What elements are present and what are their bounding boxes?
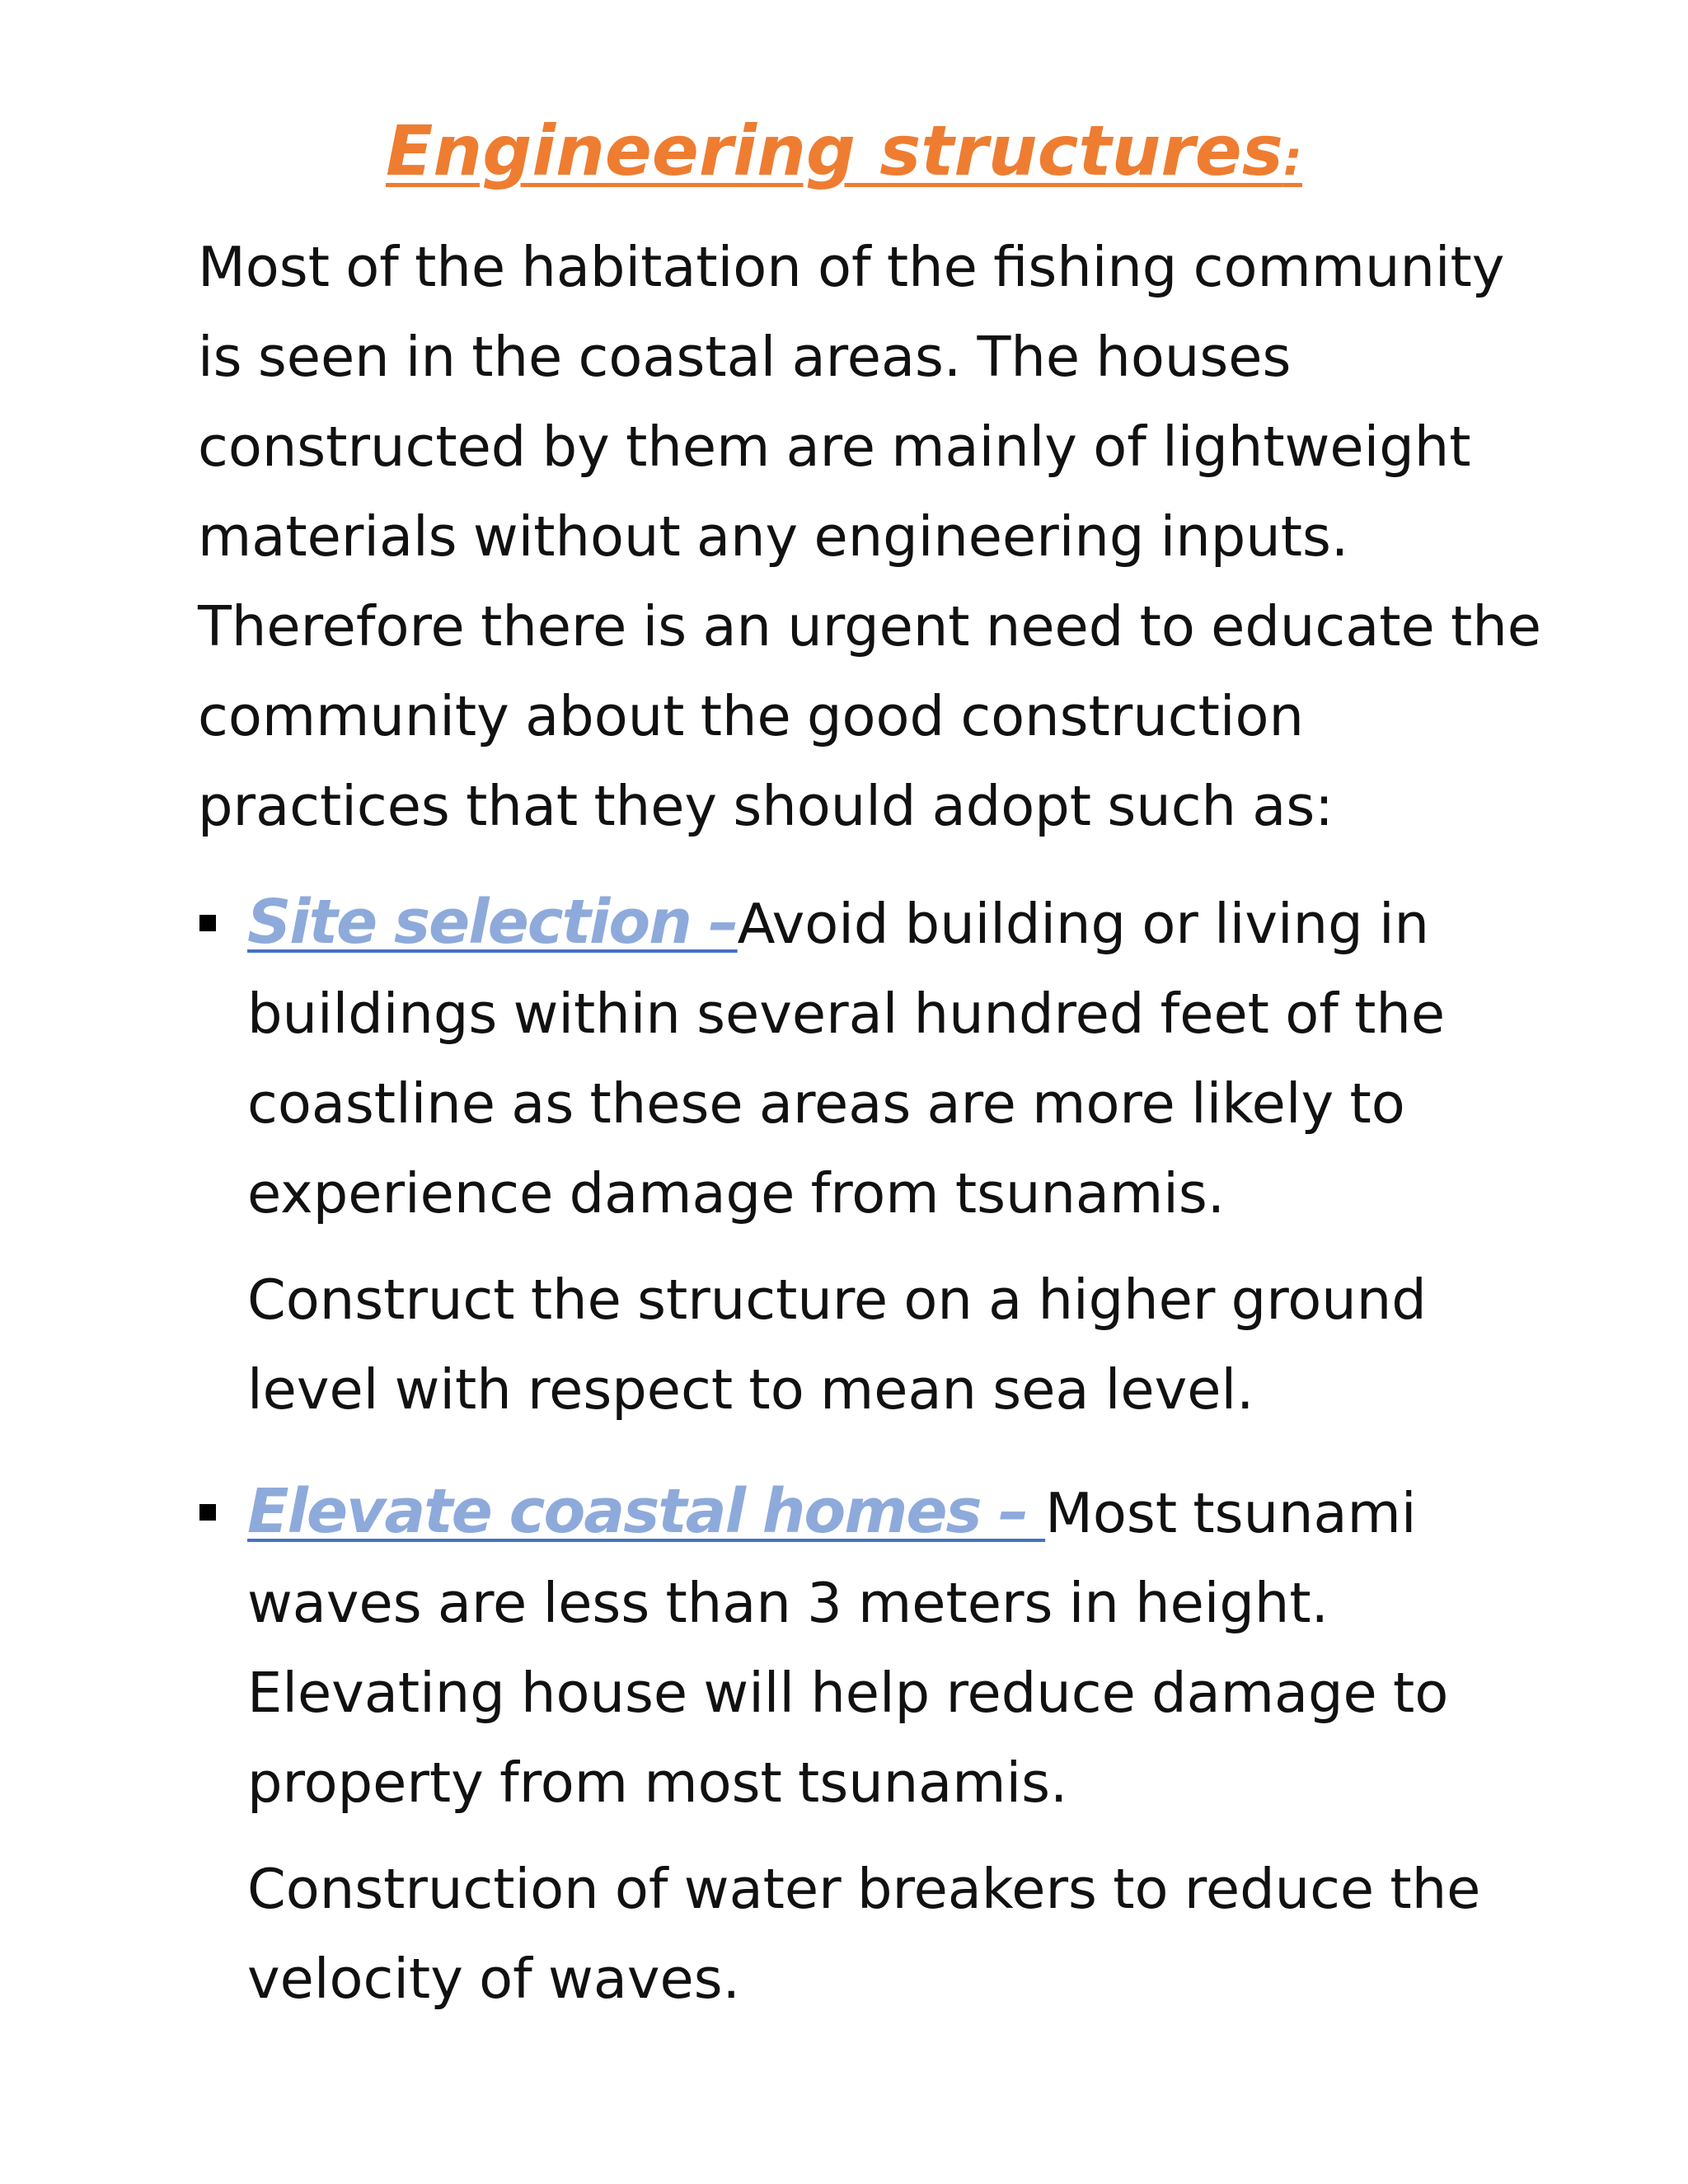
title-colon: : [1282, 130, 1302, 186]
intro-paragraph: Most of the habitation of the fishing community is seen in the coastal areas. The houses constructed by them are mainly of lightweight materials without any engineering inputs. Therefore there is an urgent need to educate the community about the good construction practices that they should adopt such as: [198, 235, 1542, 838]
bullet-text: Avoid building or living in buildings within several hundred feet of the coastline as these areas are more likely to experience damage from tsunamis. [247, 892, 1446, 1226]
page-title [0, 105, 1688, 204]
bullet-item-elevate-homes [196, 1467, 1564, 2024]
bullet-item-site-selection [196, 878, 1564, 1435]
bullet-text: Most tsunami waves are less than 3 meters in height. Elevating house will help reduce damage to property from most tsunamis. [247, 1481, 1449, 1815]
bullet-sub-paragraph: Construct the structure on a higher ground level with respect to mean sea level. [247, 1268, 1427, 1422]
bullet-row [196, 878, 1564, 1239]
bullet-sub-paragraph: Construction of water breakers to reduce the velocity of waves. [247, 1857, 1481, 2011]
title-text: Engineering structures [386, 110, 1283, 191]
bullet-row [196, 1467, 1564, 1828]
bullet-lead: Site selection – [247, 887, 738, 958]
square-bullet-icon [199, 1467, 218, 1557]
bullet-lead: Elevate coastal homes – [247, 1476, 1046, 1547]
square-bullet-icon [199, 878, 218, 968]
